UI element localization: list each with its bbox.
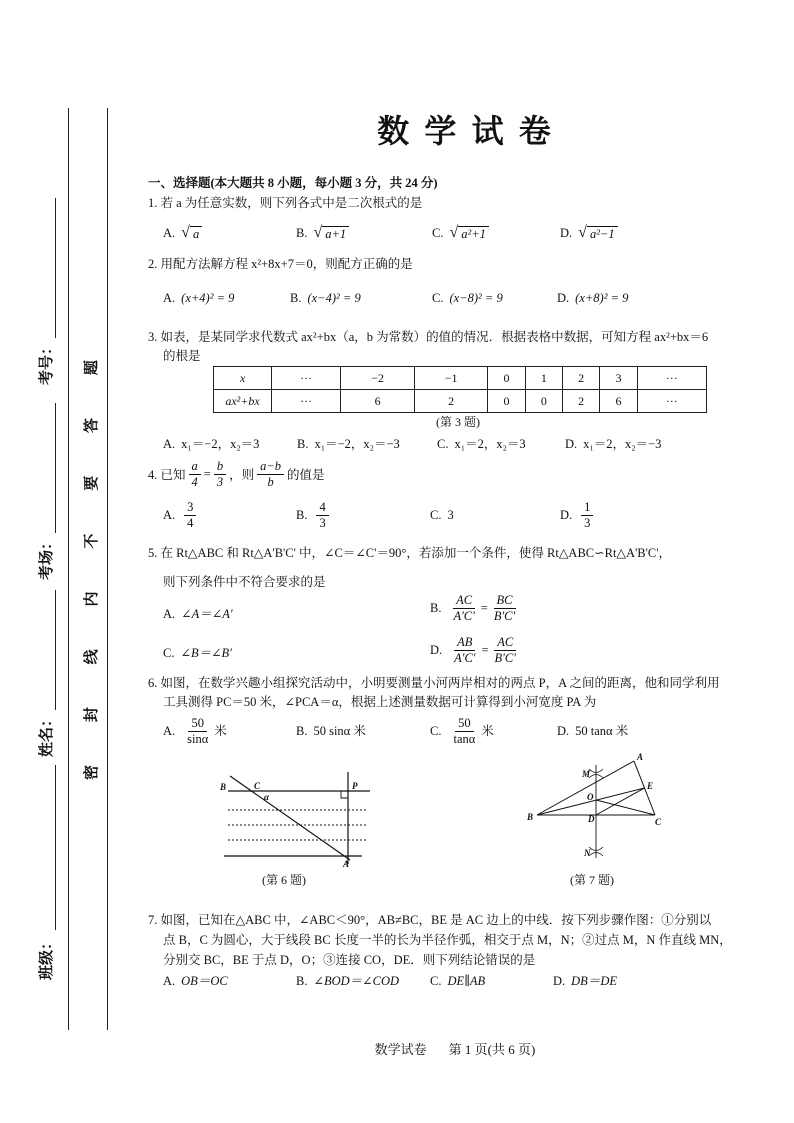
table-cell: 1 (525, 367, 562, 390)
q6-option-c: C. $\frac{50}{\tan\alpha}$ 米 (430, 715, 494, 746)
fraction: $\frac{b}{3}$ (214, 459, 226, 490)
table-cell: x (214, 367, 272, 390)
seal-char: 内 (83, 591, 100, 607)
fraction: $\frac{AB}{A'C'}$ (454, 634, 476, 665)
q4-option-a: A. $\frac{3}{4}$ (163, 498, 199, 532)
table-cell: 2 (562, 367, 599, 390)
label-c: C (254, 781, 261, 791)
q3-option-a: A. x₁＝−2，x₂＝3 (163, 437, 260, 451)
table-cell: 0 (525, 390, 562, 413)
q7-stem-line-2: 点 B，C 为圆心，大于线段 BC 长度一半的长为半径作弧，相交于点 M，N；②过点 M，N 作直线 MN， (163, 933, 732, 947)
q1-option-c: C. √ a²+1 (432, 225, 489, 241)
q1-stem: 1. 若 a 为任意实数，则下列各式中是二次根式的是 (148, 196, 423, 210)
q2-option-c: C. (x−8)² = 9 (432, 291, 503, 305)
seal-char: 不 (83, 533, 100, 549)
label-o: O (587, 792, 594, 802)
table-row (214, 390, 707, 413)
seal-line-warning (81, 360, 99, 780)
student-info-fields (38, 185, 56, 985)
q4-option-c: C. 3 (430, 508, 454, 522)
section-heading: 一、选择题(本大题共 8 小题，每小题 3 分，共 24 分) (148, 176, 438, 190)
table-row (214, 367, 707, 390)
fraction: $\frac{4}{3}$ (316, 500, 328, 531)
table-cell: 6 (600, 390, 637, 413)
q6-option-d: D. 50 tanα 米 (557, 724, 629, 738)
table-cell: 0 (488, 367, 525, 390)
footer-subject: 数学试卷 (374, 1042, 427, 1057)
label-a: A (637, 752, 644, 762)
sight-line-ca (230, 776, 350, 860)
margin-line-inner (107, 108, 108, 1030)
label-e: E (647, 781, 654, 791)
seal-char: 要 (83, 475, 100, 491)
table-cell: ··· (272, 367, 341, 390)
q6-stem-line-1: 6. 如图，在数学兴趣小组探究活动中，小明要测量小河两岸相对的两点 P，A 之间的距离，他和同学利用 (148, 676, 720, 690)
table-cell: ax²+bx (214, 390, 272, 413)
fraction: $\frac{50}{\tan\alpha}$ (453, 715, 476, 746)
table-cell: ··· (272, 390, 341, 413)
fraction: $\frac{1}{3}$ (581, 500, 593, 531)
table-cell: ··· (637, 367, 706, 390)
q3-option-d: D. x₁＝2，x₂＝−3 (565, 437, 662, 451)
table-cell: 3 (600, 367, 637, 390)
fraction: $\frac{a-b}{b}$ (257, 459, 284, 490)
q7-triangle-figure (525, 752, 675, 862)
class-label: 班级： (39, 934, 55, 980)
q3-table-caption: (第 3 题) (436, 415, 480, 429)
table-cell: −2 (341, 367, 415, 390)
fraction: $\frac{a}{4}$ (189, 459, 201, 490)
q1-option-a: A. √ a (163, 225, 202, 241)
q7-figure-caption: (第 7 题) (570, 873, 614, 887)
q5-stem-line-1: 5. 在 Rt△ABC 和 Rt△A'B'C' 中，∠C＝∠C'＝90°，若添加一个条件，使得 Rt△ABC∽Rt△A'B'C'， (148, 546, 671, 560)
q7-option-a: A. OB＝OC (163, 974, 228, 988)
table-cell: −1 (414, 367, 488, 390)
right-angle-mark (341, 791, 348, 798)
q4-option-d: D. $\frac{1}{3}$ (560, 498, 596, 532)
footer-page-number: 第 1 页(共 6 页) (448, 1042, 536, 1057)
label-a: A (343, 859, 350, 868)
radical-sign: √ (578, 224, 587, 241)
q2-option-d: D. (x+8)² = 9 (557, 291, 629, 305)
fraction: $\frac{AC}{B'C'}$ (494, 634, 516, 665)
q7-option-c: C. DE∥AB (430, 974, 486, 988)
q5-option-b: B. $\frac{AC}{A'C'}$ = $\frac{BC}{B'C'}$ (430, 591, 521, 625)
q6-option-a: A. $\frac{50}{\sin\alpha}$ 米 (163, 715, 227, 746)
page-footer (300, 1042, 610, 1058)
table-cell: 2 (414, 390, 488, 413)
q2-option-a: A. (x+4)² = 9 (163, 291, 235, 305)
table-cell: 6 (341, 390, 415, 413)
radical-sign: √ (449, 224, 459, 241)
label-b: B (527, 812, 534, 822)
room-field[interactable] (38, 403, 56, 533)
q6-river-figure (215, 768, 380, 868)
seal-char: 答 (83, 417, 100, 433)
q6-figure-caption: (第 6 题) (262, 873, 306, 887)
fraction: $\frac{50}{\sin\alpha}$ (187, 715, 209, 746)
q3-stem-line-2: 的根是 (163, 349, 201, 363)
seal-char: 密 (83, 764, 100, 780)
q5-option-a: A. ∠A＝∠A' (163, 607, 233, 621)
q2-stem: 2. 用配方法解方程 x²+8x+7＝0，则配方正确的是 (148, 257, 413, 271)
label-p: P (352, 781, 358, 791)
q1-option-d: D. √ a²−1 (560, 225, 618, 241)
label-alpha: α (264, 792, 269, 802)
room-label: 考场： (39, 534, 55, 580)
class-field[interactable] (38, 765, 56, 930)
seal-char: 题 (83, 360, 100, 376)
fraction: $\frac{AC}{A'C'}$ (453, 592, 475, 623)
label-d: D (588, 814, 595, 824)
radical-sign: √ (313, 224, 323, 241)
radical-sign: √ (181, 224, 190, 241)
exam-number-field[interactable] (38, 198, 56, 338)
label-m: M (582, 769, 591, 779)
seal-char: 线 (83, 649, 100, 665)
q2-option-b: B. (x−4)² = 9 (290, 291, 361, 305)
margin-line-outer (68, 108, 69, 1030)
segment-co (596, 800, 655, 815)
q3-option-c: C. x₁＝2，x₂＝3 (437, 437, 526, 451)
exam-number-label: 考号： (39, 339, 55, 385)
table-cell: ··· (637, 390, 706, 413)
q5-option-d: D. $\frac{AB}{A'C'}$ = $\frac{AC}{B'C'}$ (430, 633, 522, 667)
page-title: 数 学 试 卷 (377, 112, 553, 150)
q3-value-table (213, 366, 707, 413)
q1-option-b: B. √ a+1 (296, 225, 349, 241)
table-cell: 2 (562, 390, 599, 413)
label-c: C (655, 817, 662, 827)
fraction: $\frac{3}{4}$ (184, 500, 196, 531)
label-b: B (220, 782, 227, 792)
name-label: 姓名： (39, 711, 55, 757)
q5-option-c: C. ∠B＝∠B' (163, 646, 232, 660)
label-n: N (584, 848, 591, 858)
q7-stem-line-3: 分别交 BC，BE 于点 D，O；③连接 CO，DE．则下列结论错误的是 (163, 953, 536, 967)
fraction: $\frac{BC}{B'C'}$ (493, 592, 516, 623)
q3-stem-line-1: 3. 如表，是某同学求代数式 ax²+bx（a，b 为常数）的值的情况．根据表格中数据，可知方程 ax²+bx＝6 (148, 330, 709, 344)
q7-option-d: D. DB＝DE (553, 974, 617, 988)
table-cell: 0 (488, 390, 525, 413)
q6-option-b: B. 50 sinα 米 (296, 724, 366, 738)
q7-stem-line-1: 7. 如图，已知在△ABC 中，∠ABC＜90°，AB≠BC，BE 是 AC 边上的中线．按下列步骤作图：①分别以 (148, 913, 712, 927)
q6-stem-line-2: 工具测得 PC＝50 米，∠PCA＝α，根据上述测量数据可计算得到小河宽度 PA 为 (163, 695, 597, 709)
name-field[interactable] (38, 590, 56, 710)
q5-stem-line-2: 则下列条件中不符合要求的是 (163, 575, 326, 589)
q4-stem: 4. 已知 $\frac{a}{4}$ = $\frac{b}{3}$ ，则 $\frac{a-b}{b}$ 的值是 (148, 458, 325, 489)
seal-char: 封 (83, 707, 100, 723)
q7-option-b: B. ∠BOD＝∠COD (296, 974, 399, 988)
q3-option-b: B. x₁＝−2，x₂＝−3 (297, 437, 400, 451)
q4-option-b: B. $\frac{4}{3}$ (296, 498, 332, 532)
